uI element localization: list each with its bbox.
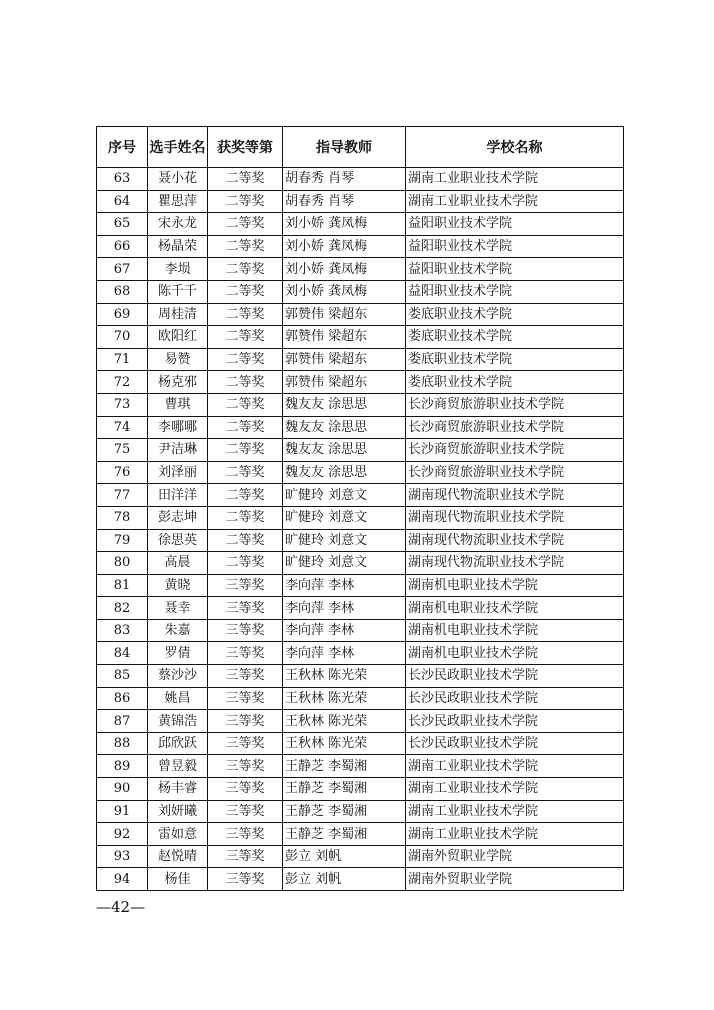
award-level-cell: 二等奖 xyxy=(208,213,283,236)
instructor-cell: 彭立 刘帆 xyxy=(283,845,406,868)
table-row xyxy=(97,552,624,575)
school-name-cell: 长沙商贸旅游职业技术学院 xyxy=(406,439,624,462)
table-row xyxy=(97,280,624,303)
contestant-name-cell: 蔡沙沙 xyxy=(148,665,208,688)
table-row xyxy=(97,529,624,552)
contestant-name-cell: 瞿思萍 xyxy=(148,190,208,213)
contestant-name-cell: 赵悦晴 xyxy=(148,845,208,868)
instructor-cell: 郭赞伟 梁超东 xyxy=(283,326,406,349)
award-level-cell: 二等奖 xyxy=(208,506,283,529)
instructor-cell: 王静芝 李蜀湘 xyxy=(283,755,406,778)
instructor-cell: 郭赞伟 梁超东 xyxy=(283,303,406,326)
table-row xyxy=(97,393,624,416)
instructor-cell: 刘小娇 龚凤梅 xyxy=(283,280,406,303)
instructor-cell: 刘小娇 龚凤梅 xyxy=(283,213,406,236)
award-level-cell: 二等奖 xyxy=(208,552,283,575)
header-award-level: 获奖等第 xyxy=(208,127,283,168)
school-name-cell: 湖南现代物流职业技术学院 xyxy=(406,484,624,507)
table-row xyxy=(97,755,624,778)
contestant-name-cell: 罗倩 xyxy=(148,642,208,665)
number-cell: 80 xyxy=(97,552,148,575)
contestant-name-cell: 黄晓 xyxy=(148,574,208,597)
school-name-cell: 长沙商贸旅游职业技术学院 xyxy=(406,416,624,439)
number-cell: 68 xyxy=(97,280,148,303)
award-level-cell: 二等奖 xyxy=(208,326,283,349)
award-level-cell: 二等奖 xyxy=(208,393,283,416)
school-name-cell: 湖南工业职业技术学院 xyxy=(406,168,624,191)
page-number: —42— xyxy=(96,898,146,916)
award-level-cell: 二等奖 xyxy=(208,439,283,462)
instructor-cell: 刘小娇 龚凤梅 xyxy=(283,258,406,281)
table-row xyxy=(97,665,624,688)
table-row xyxy=(97,732,624,755)
table-row xyxy=(97,778,624,801)
instructor-cell: 王静芝 李蜀湘 xyxy=(283,823,406,846)
number-cell: 64 xyxy=(97,190,148,213)
table-row xyxy=(97,506,624,529)
award-level-cell: 二等奖 xyxy=(208,258,283,281)
table-row xyxy=(97,190,624,213)
school-name-cell: 湖南现代物流职业技术学院 xyxy=(406,552,624,575)
table-header-row xyxy=(97,127,624,168)
contestant-name-cell: 欧阳红 xyxy=(148,326,208,349)
number-cell: 94 xyxy=(97,868,148,891)
number-cell: 87 xyxy=(97,710,148,733)
number-cell: 83 xyxy=(97,619,148,642)
school-name-cell: 长沙民政职业技术学院 xyxy=(406,687,624,710)
table-row xyxy=(97,461,624,484)
contestant-name-cell: 尹洁琳 xyxy=(148,439,208,462)
award-level-cell: 二等奖 xyxy=(208,168,283,191)
instructor-cell: 胡春秀 肖琴 xyxy=(283,190,406,213)
award-level-cell: 三等奖 xyxy=(208,755,283,778)
school-name-cell: 长沙商贸旅游职业技术学院 xyxy=(406,461,624,484)
instructor-cell: 郭赞伟 梁超东 xyxy=(283,371,406,394)
number-cell: 90 xyxy=(97,778,148,801)
contestant-name-cell: 杨克邪 xyxy=(148,371,208,394)
award-level-cell: 三等奖 xyxy=(208,597,283,620)
table-row xyxy=(97,800,624,823)
table-row xyxy=(97,371,624,394)
school-name-cell: 湖南工业职业技术学院 xyxy=(406,755,624,778)
instructor-cell: 彭立 刘帆 xyxy=(283,868,406,891)
number-cell: 88 xyxy=(97,732,148,755)
award-level-cell: 二等奖 xyxy=(208,416,283,439)
instructor-cell: 李向萍 李林 xyxy=(283,619,406,642)
school-name-cell: 长沙民政职业技术学院 xyxy=(406,665,624,688)
contestant-name-cell: 聂小花 xyxy=(148,168,208,191)
school-name-cell: 益阳职业技术学院 xyxy=(406,235,624,258)
award-level-cell: 三等奖 xyxy=(208,800,283,823)
instructor-cell: 郭赞伟 梁超东 xyxy=(283,348,406,371)
table-row xyxy=(97,213,624,236)
number-cell: 82 xyxy=(97,597,148,620)
award-level-cell: 三等奖 xyxy=(208,642,283,665)
contestant-name-cell: 徐思英 xyxy=(148,529,208,552)
table-row xyxy=(97,642,624,665)
instructor-cell: 李向萍 李林 xyxy=(283,642,406,665)
instructor-cell: 旷健玲 刘意文 xyxy=(283,506,406,529)
number-cell: 92 xyxy=(97,823,148,846)
number-cell: 63 xyxy=(97,168,148,191)
school-name-cell: 益阳职业技术学院 xyxy=(406,280,624,303)
contestant-name-cell: 田洋洋 xyxy=(148,484,208,507)
instructor-cell: 旷健玲 刘意文 xyxy=(283,552,406,575)
contestant-name-cell: 刘妍曦 xyxy=(148,800,208,823)
award-level-cell: 三等奖 xyxy=(208,619,283,642)
instructor-cell: 旷健玲 刘意文 xyxy=(283,529,406,552)
header-number: 序号 xyxy=(97,127,148,168)
table-row xyxy=(97,348,624,371)
instructor-cell: 旷健玲 刘意文 xyxy=(283,484,406,507)
award-level-cell: 二等奖 xyxy=(208,371,283,394)
award-level-cell: 三等奖 xyxy=(208,665,283,688)
contestant-name-cell: 周桂清 xyxy=(148,303,208,326)
award-level-cell: 二等奖 xyxy=(208,190,283,213)
contestant-name-cell: 曹琪 xyxy=(148,393,208,416)
contestant-name-cell: 杨丰睿 xyxy=(148,778,208,801)
table-row xyxy=(97,484,624,507)
number-cell: 78 xyxy=(97,506,148,529)
award-level-cell: 三等奖 xyxy=(208,574,283,597)
school-name-cell: 湖南机电职业技术学院 xyxy=(406,619,624,642)
number-cell: 70 xyxy=(97,326,148,349)
school-name-cell: 益阳职业技术学院 xyxy=(406,213,624,236)
instructor-cell: 刘小娇 龚凤梅 xyxy=(283,235,406,258)
contestant-name-cell: 李埙 xyxy=(148,258,208,281)
number-cell: 65 xyxy=(97,213,148,236)
award-table xyxy=(96,126,624,891)
school-name-cell: 湖南工业职业技术学院 xyxy=(406,823,624,846)
school-name-cell: 湖南外贸职业学院 xyxy=(406,868,624,891)
instructor-cell: 魏友友 涂思思 xyxy=(283,439,406,462)
school-name-cell: 湖南工业职业技术学院 xyxy=(406,800,624,823)
number-cell: 81 xyxy=(97,574,148,597)
number-cell: 77 xyxy=(97,484,148,507)
award-level-cell: 二等奖 xyxy=(208,461,283,484)
number-cell: 85 xyxy=(97,665,148,688)
school-name-cell: 湖南工业职业技术学院 xyxy=(406,190,624,213)
table-row xyxy=(97,597,624,620)
number-cell: 74 xyxy=(97,416,148,439)
header-contestant-name: 选手姓名 xyxy=(148,127,208,168)
award-level-cell: 二等奖 xyxy=(208,235,283,258)
school-name-cell: 长沙商贸旅游职业技术学院 xyxy=(406,393,624,416)
award-level-cell: 三等奖 xyxy=(208,868,283,891)
instructor-cell: 王秋林 陈光荣 xyxy=(283,687,406,710)
instructor-cell: 王秋林 陈光荣 xyxy=(283,665,406,688)
table-body xyxy=(97,168,624,891)
contestant-name-cell: 朱嘉 xyxy=(148,619,208,642)
award-level-cell: 二等奖 xyxy=(208,280,283,303)
contestant-name-cell: 杨佳 xyxy=(148,868,208,891)
instructor-cell: 魏友友 涂思思 xyxy=(283,393,406,416)
school-name-cell: 湖南现代物流职业技术学院 xyxy=(406,529,624,552)
number-cell: 76 xyxy=(97,461,148,484)
table-row xyxy=(97,845,624,868)
instructor-cell: 魏友友 涂思思 xyxy=(283,416,406,439)
instructor-cell: 王秋林 陈光荣 xyxy=(283,732,406,755)
number-cell: 91 xyxy=(97,800,148,823)
school-name-cell: 湖南现代物流职业技术学院 xyxy=(406,506,624,529)
instructor-cell: 王静芝 李蜀湘 xyxy=(283,800,406,823)
contestant-name-cell: 李哪哪 xyxy=(148,416,208,439)
contestant-name-cell: 黄锦浩 xyxy=(148,710,208,733)
instructor-cell: 王秋林 陈光荣 xyxy=(283,710,406,733)
header-instructor: 指导教师 xyxy=(283,127,406,168)
award-level-cell: 三等奖 xyxy=(208,732,283,755)
contestant-name-cell: 曾昱毅 xyxy=(148,755,208,778)
number-cell: 79 xyxy=(97,529,148,552)
instructor-cell: 胡春秀 肖琴 xyxy=(283,168,406,191)
award-level-cell: 二等奖 xyxy=(208,348,283,371)
number-cell: 66 xyxy=(97,235,148,258)
award-level-cell: 二等奖 xyxy=(208,303,283,326)
header-school-name: 学校名称 xyxy=(406,127,624,168)
school-name-cell: 长沙民政职业技术学院 xyxy=(406,732,624,755)
table-row xyxy=(97,619,624,642)
number-cell: 71 xyxy=(97,348,148,371)
award-level-cell: 三等奖 xyxy=(208,845,283,868)
table-row xyxy=(97,823,624,846)
contestant-name-cell: 雷如意 xyxy=(148,823,208,846)
table-row xyxy=(97,258,624,281)
contestant-name-cell: 高晨 xyxy=(148,552,208,575)
award-level-cell: 三等奖 xyxy=(208,823,283,846)
table-row xyxy=(97,416,624,439)
table-row xyxy=(97,687,624,710)
contestant-name-cell: 宋永龙 xyxy=(148,213,208,236)
award-level-cell: 三等奖 xyxy=(208,687,283,710)
school-name-cell: 长沙民政职业技术学院 xyxy=(406,710,624,733)
table-row xyxy=(97,235,624,258)
instructor-cell: 李向萍 李林 xyxy=(283,574,406,597)
number-cell: 67 xyxy=(97,258,148,281)
number-cell: 93 xyxy=(97,845,148,868)
number-cell: 89 xyxy=(97,755,148,778)
number-cell: 86 xyxy=(97,687,148,710)
school-name-cell: 湖南机电职业技术学院 xyxy=(406,574,624,597)
table-row xyxy=(97,326,624,349)
school-name-cell: 湖南机电职业技术学院 xyxy=(406,642,624,665)
number-cell: 75 xyxy=(97,439,148,462)
school-name-cell: 娄底职业技术学院 xyxy=(406,303,624,326)
school-name-cell: 娄底职业技术学院 xyxy=(406,348,624,371)
contestant-name-cell: 易赞 xyxy=(148,348,208,371)
instructor-cell: 魏友友 涂思思 xyxy=(283,461,406,484)
contestant-name-cell: 邱欣跃 xyxy=(148,732,208,755)
instructor-cell: 王静芝 李蜀湘 xyxy=(283,778,406,801)
school-name-cell: 湖南工业职业技术学院 xyxy=(406,778,624,801)
school-name-cell: 娄底职业技术学院 xyxy=(406,371,624,394)
contestant-name-cell: 刘泽丽 xyxy=(148,461,208,484)
contestant-name-cell: 杨晶荣 xyxy=(148,235,208,258)
award-level-cell: 二等奖 xyxy=(208,484,283,507)
number-cell: 72 xyxy=(97,371,148,394)
table-row xyxy=(97,439,624,462)
contestant-name-cell: 彭志坤 xyxy=(148,506,208,529)
number-cell: 73 xyxy=(97,393,148,416)
contestant-name-cell: 姚昌 xyxy=(148,687,208,710)
award-level-cell: 二等奖 xyxy=(208,529,283,552)
school-name-cell: 娄底职业技术学院 xyxy=(406,326,624,349)
table-row xyxy=(97,868,624,891)
award-level-cell: 三等奖 xyxy=(208,710,283,733)
contestant-name-cell: 陈千千 xyxy=(148,280,208,303)
table-row xyxy=(97,303,624,326)
table-row xyxy=(97,574,624,597)
instructor-cell: 李向萍 李林 xyxy=(283,597,406,620)
award-level-cell: 三等奖 xyxy=(208,778,283,801)
number-cell: 69 xyxy=(97,303,148,326)
table-row xyxy=(97,168,624,191)
number-cell: 84 xyxy=(97,642,148,665)
table-row xyxy=(97,710,624,733)
school-name-cell: 湖南外贸职业学院 xyxy=(406,845,624,868)
school-name-cell: 湖南机电职业技术学院 xyxy=(406,597,624,620)
contestant-name-cell: 聂幸 xyxy=(148,597,208,620)
school-name-cell: 益阳职业技术学院 xyxy=(406,258,624,281)
